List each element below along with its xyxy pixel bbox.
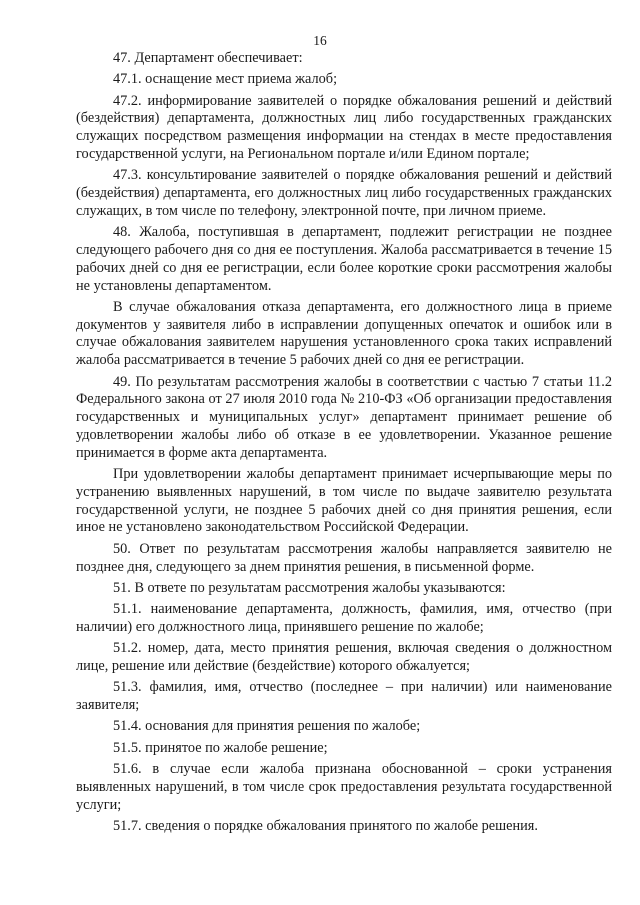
paragraph-49-cont: При удовлетворении жалобы департамент принимает исчерпывающие меры по устранению выявленных нарушений, в том числе по выдаче заявителю результата государственной услуги, не позднее 5 рабочих дней со дня принятия решения, если иное не установлено законодательством Российской Федерации. [76, 466, 612, 536]
paragraph-47-1: 47.1. оснащение мест приема жалоб; [113, 71, 338, 88]
paragraph-51-5: 51.5. принятое по жалобе решение; [113, 739, 328, 756]
paragraph-51: 51. В ответе по результатам рассмотрения жалобы указываются: [113, 579, 506, 596]
paragraph-49: 49. По результатам рассмотрения жалобы в соответствии с частью 7 статьи 11.2 Федерального закона от 27 июля 2010 года № 210-ФЗ «Об организации предоставления государственных и муниципальных услуг» департамент принимает решение об удовлетворении жалобы либо об отказе в ее удовлетворении. Указанное решение принимается в форме акта департамента. [76, 373, 612, 461]
page-number: 16 [313, 33, 327, 48]
paragraph-50: 50. Ответ по результатам рассмотрения жалобы направляется заявителю не позднее дня, следующего за днем принятия решения, в письменной форме. [76, 540, 612, 575]
paragraph-48: 48. Жалоба, поступившая в департамент, подлежит регистрации не позднее следующего рабочего дня со дня ее поступления. Жалоба рассматривается в течение 15 рабочих дней со дня ее регистрации, если более короткие сроки рассмотрения жалобы не установлены департаментом. [76, 224, 612, 294]
paragraph-51-3: 51.3. фамилия, имя, отчество (последнее – при наличии) или наименование заявителя; [76, 679, 612, 714]
paragraph-51-4: 51.4. основания для принятия решения по жалобе; [113, 718, 421, 735]
paragraph-51-7: 51.7. сведения о порядке обжалования принятого по жалобе решения. [113, 817, 538, 834]
paragraph-51-6: 51.6. в случае если жалоба признана обоснованной – сроки устранения выявленных нарушений, в том числе срок предоставления результата государственной услуги; [76, 760, 612, 813]
paragraph-48-cont: В случае обжалования отказа департамента, его должностного лица в приеме документов у заявителя либо в исправлении допущенных опечаток и ошибок или в случае обжалования заявителем нарушения установленного срока таких исправлений жалоба рассматривается в течение 5 рабочих дней со дня ее регистрации. [76, 298, 612, 369]
paragraph-51-2: 51.2. номер, дата, место принятия решения, включая сведения о должностном лице, решение или действие (бездействие) которого обжалуется; [76, 640, 612, 674]
paragraph-47-2: 47.2. информирование заявителей о порядке обжалования решений и действий (бездействия) департамента, должностных лиц либо государственных гражданских служащих посредством размещения информации на стендах в месте предоставления государственной услуги, на Региональном портале и/или Едином портале; [76, 92, 612, 162]
paragraph-51-1: 51.1. наименование департамента, должность, фамилия, имя, отчество (при наличии) его должностного лица, принявшего решение по жалобе; [76, 601, 612, 635]
paragraph-47: 47. Департамент обеспечивает: [113, 50, 303, 66]
document-body [76, 50, 612, 839]
paragraph-47-3: 47.3. консультирование заявителей о порядке обжалования решений и действий (бездействия) департамента, его должностных лиц либо государственных гражданских служащих, в том числе по телефону, электронной почте, при личном приеме. [76, 167, 612, 219]
